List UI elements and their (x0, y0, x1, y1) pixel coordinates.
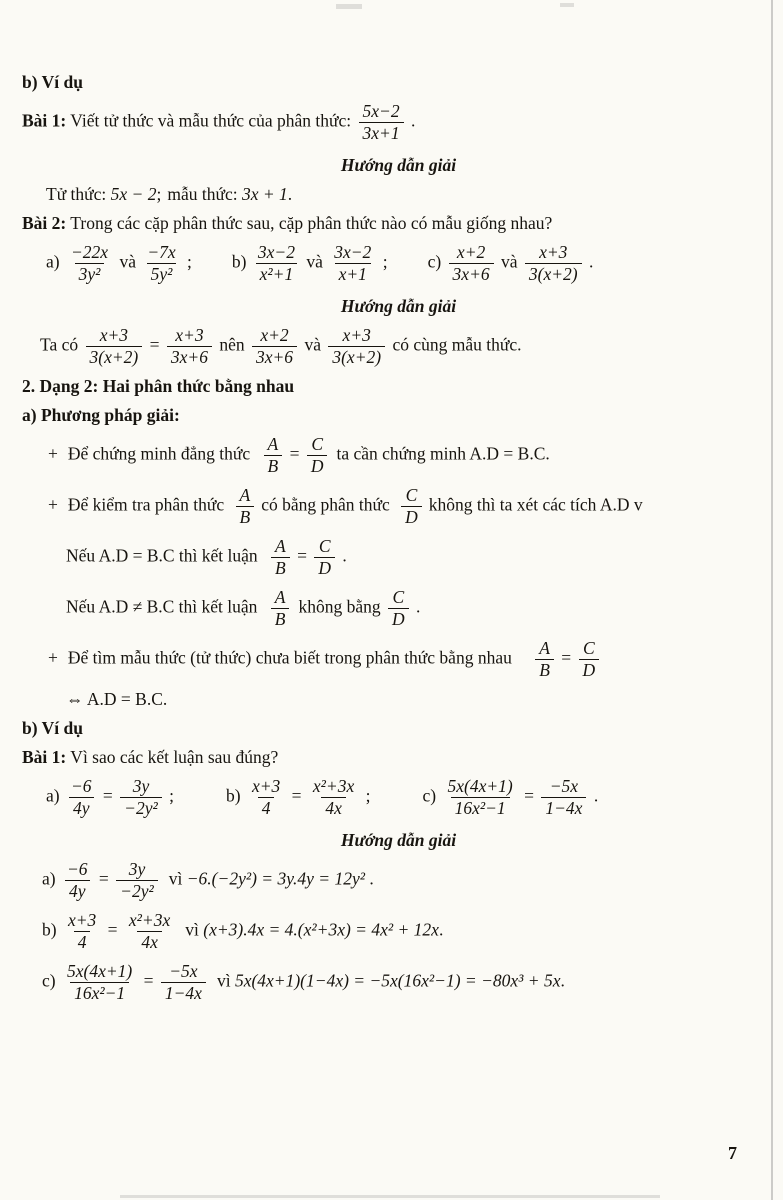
problem-1-solution (46, 184, 775, 205)
fraction-denominator: D (314, 557, 335, 579)
fraction-denominator: 3x+6 (167, 346, 212, 368)
fraction-numerator: −5x (169, 961, 198, 981)
fraction-numerator: −5x (549, 776, 579, 796)
text-run: c) (427, 251, 446, 272)
text-run: + (48, 494, 58, 515)
fraction-denominator: B (236, 506, 255, 528)
math-text: (x+3).4x = 4.(x²+3x) = 4x² + 12x (203, 919, 439, 940)
solution-c (42, 961, 775, 1004)
problem-1b-options (46, 776, 775, 819)
fraction (167, 325, 212, 368)
fraction-denominator: 3x+6 (252, 346, 297, 368)
fraction-denominator: D (579, 659, 600, 681)
fraction (535, 638, 554, 681)
text-run: b) Ví dụ (22, 72, 83, 92)
fraction-numerator: C (405, 485, 418, 505)
method-item (48, 485, 775, 528)
fraction-denominator: B (271, 608, 290, 630)
text-run: . (287, 184, 293, 204)
fraction-denominator: 1−4x (161, 982, 206, 1004)
math-text: −6.(−2y²) = 3y.4y = 12y² (186, 868, 365, 889)
fraction-denominator: B (271, 557, 290, 579)
problem-2-options (46, 242, 775, 285)
fraction (271, 587, 290, 630)
text-run: mẫu thức: (167, 184, 242, 204)
text-run: Trong các cặp phân thức sau, cặp phân thức nào có mẫu giống nhau? (66, 213, 553, 233)
text-run: b) Ví dụ (22, 718, 83, 738)
fraction (161, 961, 206, 1004)
text-run: Để tìm mẫu thức (tử thức) chưa biết trong phân thức bằng nhau (67, 647, 517, 668)
text-run: a) (46, 785, 64, 806)
fraction (116, 859, 158, 902)
section-b-heading (22, 718, 775, 739)
method-item (66, 587, 775, 630)
text-run: ; (156, 184, 162, 204)
fraction-denominator: D (401, 506, 422, 528)
fraction-denominator: 4 (74, 931, 91, 953)
fraction (328, 325, 385, 368)
text-run: b) (42, 919, 61, 940)
math-text: 5x − 2 (110, 184, 157, 204)
fraction (64, 910, 100, 953)
math-text: 5x(4x+1)(1−4x) = −5x(16x²−1) = −80x³ + 5x (234, 970, 561, 991)
text-run: có cùng mẫu thức. (388, 334, 522, 355)
fraction (359, 101, 404, 144)
scan-artifact (336, 4, 362, 9)
fraction-denominator: 16x²−1 (451, 797, 510, 819)
fraction-denominator: D (388, 608, 409, 630)
text-run: Viết tử thức và mẫu thức của phân thức: (66, 110, 356, 131)
text-run: và (301, 251, 328, 272)
fraction-numerator: −6 (70, 776, 92, 796)
fraction-denominator: x²+1 (256, 263, 298, 285)
fraction-denominator: 3(x+2) (525, 263, 582, 285)
fraction-denominator: 4x (137, 931, 162, 953)
text-run: Nếu A.D ≠ B.C thì kết luận (66, 596, 262, 617)
text-run: Tử thức: (46, 184, 111, 204)
problem-1b (22, 747, 775, 768)
method-item (48, 638, 775, 681)
page-number: 7 (728, 1143, 737, 1163)
text-run: ⇔ A.D = B.C. (66, 689, 168, 709)
fraction (579, 638, 600, 681)
fraction (125, 910, 174, 953)
fraction (449, 242, 494, 285)
fraction-denominator: 4y (65, 880, 90, 902)
text-run: nên (214, 334, 249, 355)
text-run: = (556, 647, 576, 668)
text-run: = (145, 334, 164, 355)
text-run: = (139, 970, 158, 991)
text-run: c) (422, 785, 441, 806)
fraction (541, 776, 586, 819)
fraction-numerator: C (311, 434, 323, 454)
fraction (86, 325, 143, 368)
fraction-numerator: −22x (70, 242, 109, 262)
text-run: ; (164, 785, 174, 806)
text-run: + (48, 443, 58, 464)
text-run: và (496, 251, 522, 272)
fraction (67, 776, 96, 819)
text-run: ; (378, 251, 388, 272)
method-item (66, 536, 775, 579)
fraction-denominator: D (307, 455, 328, 477)
fraction-denominator: x+1 (335, 263, 371, 285)
text-run: . (584, 251, 594, 272)
fraction (271, 536, 290, 579)
text-run: có bằng phân thức (261, 494, 395, 515)
solution-b (42, 910, 775, 953)
fraction-denominator: 5y² (147, 263, 177, 285)
fraction-numerator: x+3 (539, 242, 568, 262)
scan-artifact (120, 1195, 660, 1198)
bold-text: Bài 1: (22, 110, 67, 131)
text-run: a) (46, 251, 64, 272)
fraction-numerator: x+2 (456, 242, 486, 262)
text-run: ta cần chứng minh A.D = B.C. (336, 443, 550, 464)
text-run: Để chứng minh đẳng thức (67, 443, 255, 464)
text-run: vì (216, 970, 235, 991)
text-run: . (560, 970, 565, 991)
text-run: Vì sao các kết luận sau đúng? (66, 747, 279, 767)
solution-guide-heading (22, 830, 775, 851)
fraction-denominator: −2y² (116, 880, 158, 902)
bold-text: Bài 1: (22, 747, 67, 767)
fraction-numerator: x+3 (175, 325, 204, 345)
fraction-numerator: 3y (132, 776, 150, 796)
fraction-denominator: 4y (69, 797, 94, 819)
text-run: = (98, 785, 118, 806)
fraction-denominator: 3x+6 (449, 263, 494, 285)
fraction (248, 776, 284, 819)
text-run: Hướng dẫn giải (340, 296, 457, 316)
fraction-numerator: x+2 (260, 325, 289, 345)
fraction-denominator: 16x²−1 (70, 982, 129, 1004)
fraction (120, 776, 162, 819)
text-run: = (94, 868, 114, 889)
fraction-numerator: C (318, 536, 331, 556)
method-heading (22, 405, 775, 426)
text-run: Hướng dẫn giải (340, 830, 457, 850)
text-run: không bằng (298, 596, 386, 617)
text-run: a) (42, 868, 60, 889)
scan-edge-line (771, 0, 773, 1200)
method-item (48, 434, 775, 477)
fraction (401, 485, 422, 528)
text-run: vì (168, 868, 187, 889)
dang-2-heading (22, 376, 775, 397)
fraction-numerator: x+3 (251, 776, 281, 796)
text-run: Để kiểm tra phân thức (67, 494, 229, 515)
fraction-numerator: A (539, 638, 550, 658)
fraction (63, 961, 136, 1004)
fraction (63, 859, 92, 902)
text-run: 2. Dạng 2: Hai phân thức bằng nhau (22, 376, 295, 396)
text-run: = (103, 919, 122, 940)
text-run: . (411, 596, 421, 617)
fraction (67, 242, 112, 285)
text-run: Nếu A.D = B.C thì kết luận (66, 545, 263, 566)
text-run: + (48, 647, 58, 668)
fraction-denominator: 3y² (75, 263, 105, 285)
fraction-numerator: x+3 (342, 325, 371, 345)
fraction-denominator: B (535, 659, 554, 681)
fraction-numerator: C (392, 587, 405, 607)
text-run: . (406, 110, 416, 131)
section-b-heading (22, 72, 775, 93)
fraction-denominator: B (264, 455, 283, 477)
solution-a (42, 859, 775, 902)
text-run: Hướng dẫn giải (340, 155, 457, 175)
fraction-denominator: 4 (258, 797, 275, 819)
fraction (254, 242, 299, 285)
problem-2 (22, 213, 775, 234)
text-run: . (438, 919, 444, 940)
text-run: Ta có (40, 334, 83, 355)
fraction-denominator: 3x+1 (359, 122, 404, 144)
fraction-numerator: 5x−2 (362, 101, 400, 121)
solution-guide-heading (22, 296, 775, 317)
fraction-numerator: 3x−2 (334, 242, 372, 262)
text-run: vì (185, 919, 204, 940)
fraction-numerator: A (274, 587, 286, 607)
text-run: = (287, 785, 306, 806)
fraction-numerator: A (267, 434, 279, 454)
text-run: = (519, 785, 539, 806)
fraction-numerator: C (583, 638, 595, 658)
method-item (66, 689, 775, 710)
text-run: không thì ta xét các tích A.D v (428, 494, 643, 515)
fraction (236, 485, 255, 528)
fraction (443, 776, 516, 819)
fraction-denominator: 3(x+2) (86, 346, 143, 368)
fraction-numerator: A (275, 536, 286, 556)
text-run: a) Phương pháp giải: (22, 405, 180, 425)
bold-text: Bài 2: (22, 213, 67, 233)
fraction-denominator: 3(x+2) (328, 346, 385, 368)
fraction (388, 587, 409, 630)
math-text: 3x + 1 (241, 184, 288, 204)
fraction-denominator: 4x (321, 797, 346, 819)
fraction (307, 434, 328, 477)
text-run: ; (361, 785, 371, 806)
fraction-denominator: 1−4x (541, 797, 586, 819)
solution-guide-heading (22, 155, 775, 176)
fraction-numerator: 3y (128, 859, 146, 879)
fraction-numerator: x+3 (99, 325, 129, 345)
text-run: b) (226, 785, 245, 806)
fraction (314, 536, 335, 579)
text-run: = (285, 443, 304, 464)
text-run: ; (182, 251, 192, 272)
fraction (264, 434, 283, 477)
text-run: . (589, 785, 599, 806)
fraction-numerator: −7x (147, 242, 176, 262)
fraction-numerator: x+3 (67, 910, 97, 930)
text-run: và (115, 251, 141, 272)
fraction (309, 776, 358, 819)
fraction (330, 242, 375, 285)
text-run: b) (231, 251, 251, 272)
problem-2-solution (40, 325, 775, 368)
fraction-numerator: 3x−2 (257, 242, 295, 262)
fraction-denominator: −2y² (120, 797, 162, 819)
fraction (525, 242, 582, 285)
fraction-numerator: x²+3x (128, 910, 171, 930)
text-run: . (338, 545, 347, 566)
fraction (252, 325, 297, 368)
text-run: . (365, 868, 374, 889)
scan-artifact (560, 3, 574, 7)
text-run: c) (42, 970, 60, 991)
fraction-numerator: x²+3x (312, 776, 355, 796)
text-run: = (292, 545, 312, 566)
fraction (143, 242, 179, 285)
fraction-numerator: −6 (66, 859, 88, 879)
fraction-numerator: A (239, 485, 251, 505)
fraction-numerator: 5x(4x+1) (66, 961, 133, 981)
fraction-numerator: 5x(4x+1) (447, 776, 513, 796)
text-run: và (300, 334, 326, 355)
problem-1 (22, 101, 775, 144)
